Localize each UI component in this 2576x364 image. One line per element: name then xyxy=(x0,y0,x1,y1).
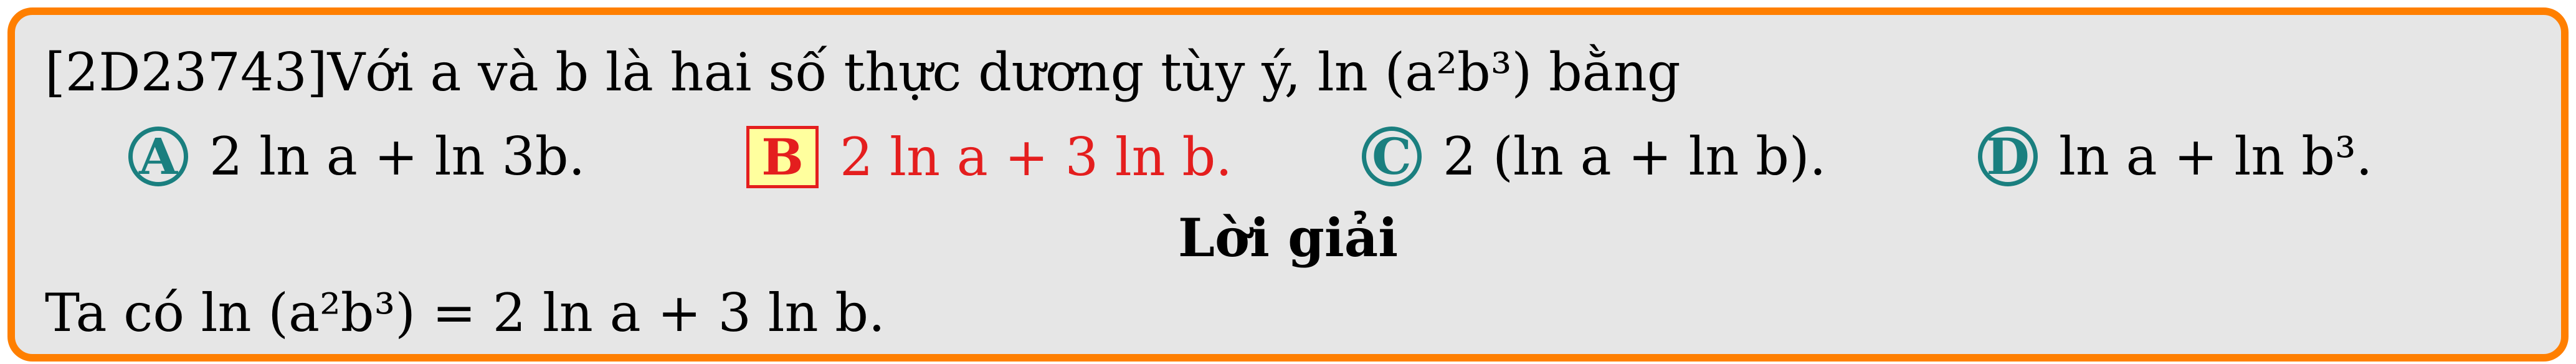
option-c-text: 2 (ln a + ln b). xyxy=(1443,126,1827,187)
option-c[interactable] xyxy=(1362,126,1826,187)
option-d-text: ln a + ln b³. xyxy=(2059,126,2373,187)
option-a-text: 2 ln a + ln 3b. xyxy=(209,126,586,187)
option-b-label: B xyxy=(746,126,819,188)
option-c-label: C xyxy=(1362,127,1422,186)
solution-heading: Lời giải xyxy=(1177,207,1399,269)
option-b-text: 2 ln a + 3 ln b. xyxy=(840,127,1232,188)
option-b[interactable] xyxy=(746,126,1232,188)
option-a-label: A xyxy=(128,127,188,186)
option-d[interactable] xyxy=(1978,126,2372,187)
solution-text: Ta có ln (a²b³) = 2 ln a + 3 ln b. xyxy=(45,282,885,343)
option-a[interactable] xyxy=(128,126,585,187)
question-card xyxy=(7,7,2569,362)
option-d-label: D xyxy=(1978,127,2038,186)
answer-options xyxy=(15,126,2561,194)
question-text: [2D23743]Với a và b là hai số thực dương tùy ý, ln (a²b³) bằng xyxy=(45,42,1681,103)
